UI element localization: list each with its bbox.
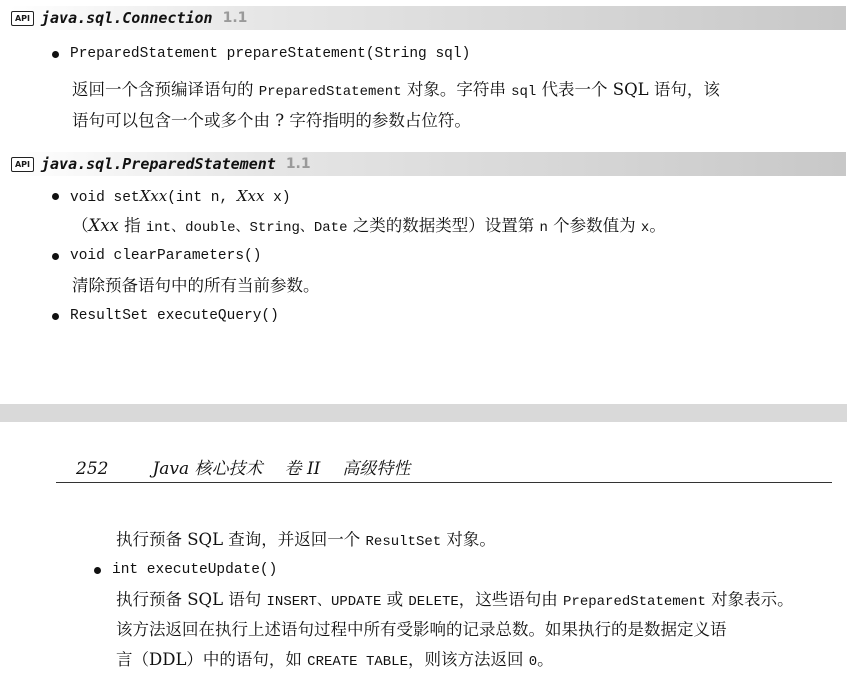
desc-text: 对象。 — [441, 530, 496, 549]
api-version: 1.1 — [222, 10, 248, 26]
page-number: 252 — [76, 459, 109, 479]
method-description-line — [116, 650, 554, 672]
api-badge-icon: API — [11, 157, 34, 172]
desc-code: DELETE — [408, 594, 459, 610]
desc-text: 指 — [118, 216, 146, 235]
method-execute-update — [94, 562, 277, 578]
api-class-name: java.sql.PreparedStatement — [41, 155, 276, 173]
desc-text: 返回一个含预编译语句的 — [72, 80, 259, 99]
method-description-line — [72, 80, 720, 102]
bullet-icon — [94, 567, 101, 574]
bullet-icon — [52, 193, 59, 200]
sig-part: Xxx — [139, 187, 168, 205]
page-bottom — [0, 422, 847, 678]
method-signature: int executeUpdate() — [112, 562, 278, 578]
method-description-line — [116, 530, 496, 552]
method-description-line — [116, 590, 794, 612]
desc-code: 0 — [528, 654, 538, 670]
desc-code: ResultSet — [365, 534, 442, 550]
method-description-line: 该方法返回在执行上述语句过程中所有受影响的记录总数。如果执行的是数据定义语 — [116, 620, 727, 639]
bullet-icon — [52, 313, 59, 320]
method-description-line: 清除预备语句中的所有当前参数。 — [72, 276, 320, 295]
book-subtitle: 高级特性 — [342, 459, 411, 479]
desc-text: 个参数值为 — [547, 216, 641, 235]
method-signature: PreparedStatement prepareStatement(String sql) — [70, 46, 471, 62]
desc-code: n — [539, 220, 548, 236]
method-execute-query — [52, 308, 279, 324]
sig-part: (int n, — [167, 190, 237, 206]
desc-code: CREATE TABLE — [307, 654, 408, 670]
api-header-connection — [10, 6, 846, 30]
desc-text: 对象表示。 — [705, 590, 794, 609]
book-title: Java 核心技术 — [152, 459, 263, 479]
volume-label: 卷 II — [284, 459, 321, 479]
desc-text: 。 — [537, 650, 554, 669]
running-head — [56, 454, 410, 479]
desc-text: 对象。字符串 — [401, 80, 512, 99]
method-description-line — [72, 216, 666, 238]
desc-code: sql — [511, 84, 537, 100]
desc-text: Xxx — [88, 216, 119, 235]
header-rule — [56, 482, 832, 483]
method-clear-parameters — [52, 248, 261, 264]
desc-text: 。 — [649, 216, 666, 235]
api-version: 1.1 — [285, 156, 311, 172]
desc-code: int、double、String、Date — [145, 220, 348, 236]
desc-text: 执行预备 SQL 查询，并返回一个 — [116, 530, 366, 549]
desc-text: 言（DDL）中的语句，如 — [116, 650, 308, 669]
desc-text: 或 — [381, 590, 409, 609]
desc-text: ，这些语句由 — [458, 590, 564, 609]
sig-part: Xxx — [236, 187, 265, 205]
desc-text: ，则该方法返回 — [408, 650, 529, 669]
bullet-icon — [52, 253, 59, 260]
bullet-icon — [52, 51, 59, 58]
method-signature: ResultSet executeQuery() — [70, 308, 279, 324]
method-description-line: 语句可以包含一个或多个由 ? 字符指明的参数占位符。 — [72, 111, 471, 130]
method-signature — [70, 187, 291, 206]
method-set-xxx — [52, 187, 291, 206]
page-separator — [0, 404, 847, 422]
desc-text: 代表一个 SQL 语句，该 — [536, 80, 720, 99]
api-header-prepared-statement — [10, 152, 846, 176]
method-signature: void clearParameters() — [70, 248, 262, 264]
method-prepare-statement — [52, 46, 470, 62]
api-class-name: java.sql.Connection — [41, 9, 213, 27]
sig-part: x) — [264, 190, 291, 206]
sig-part: void set — [70, 190, 140, 206]
desc-text: 执行预备 SQL 语句 — [116, 590, 267, 609]
desc-code: INSERT、UPDATE — [266, 594, 382, 610]
desc-code: PreparedStatement — [563, 594, 706, 610]
desc-code: x — [640, 220, 650, 236]
desc-code: PreparedStatement — [258, 84, 402, 100]
api-badge-icon: API — [11, 11, 34, 26]
desc-text: （ — [72, 216, 89, 235]
desc-text: 之类的数据类型）设置第 — [347, 216, 540, 235]
